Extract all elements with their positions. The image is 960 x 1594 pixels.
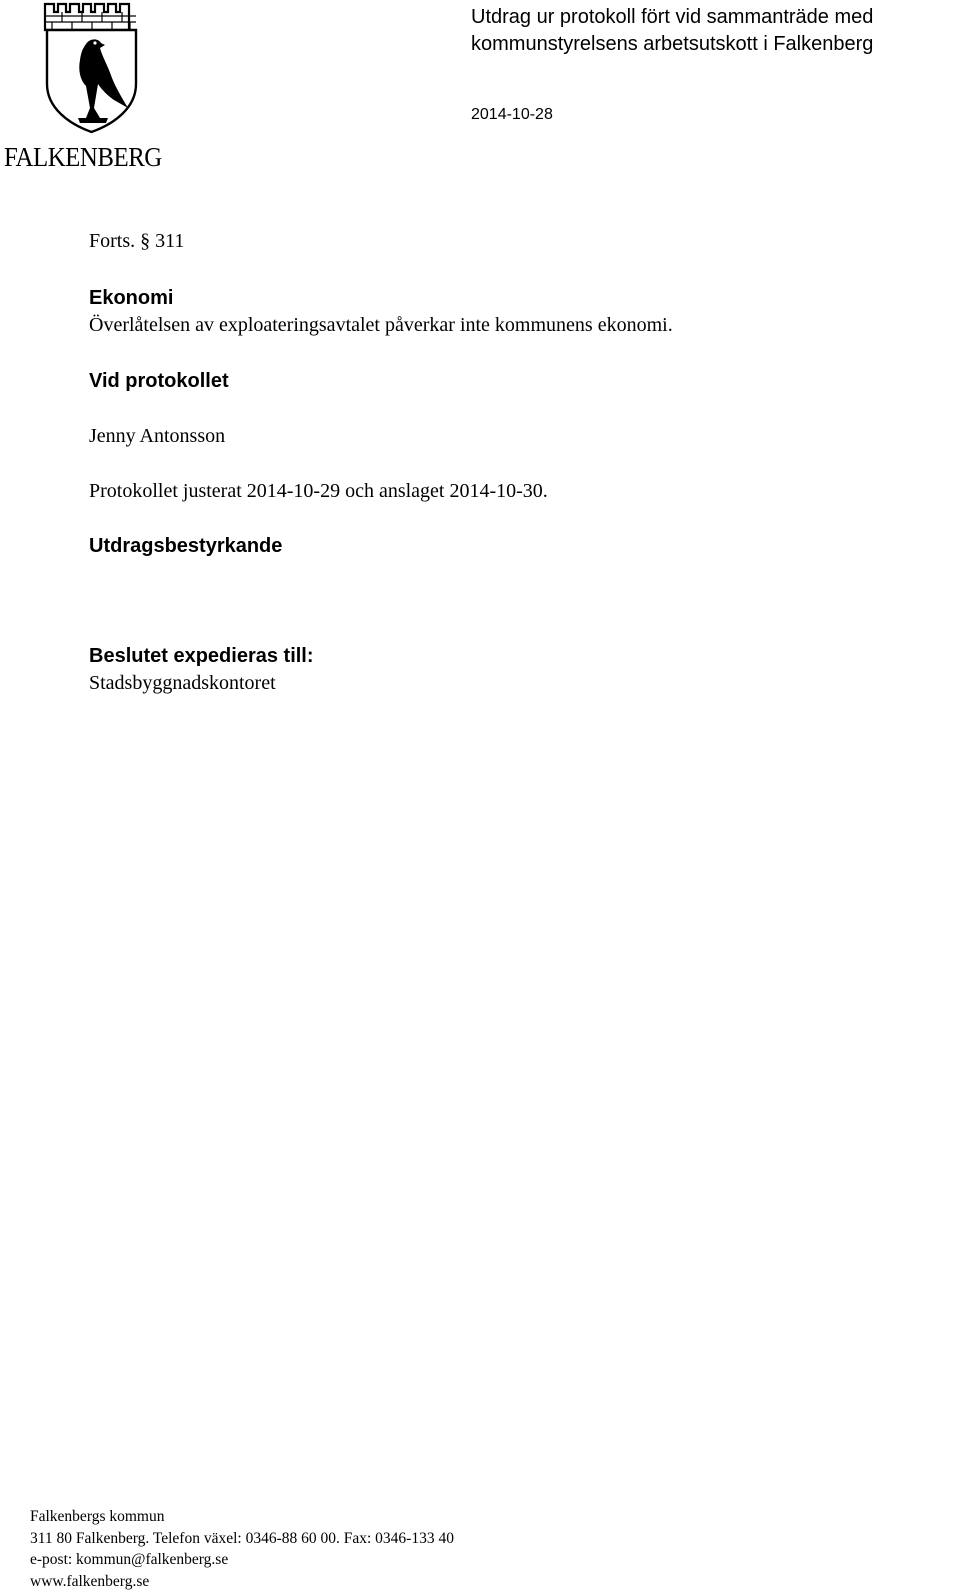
document-title-line-1: Utdrag ur protokoll fört vid sammanträde med [471,6,874,28]
logo-wordmark: FALKENBERG [4,142,162,172]
dispatch-recipient: Stadsbyggnadskontoret [89,672,276,694]
footer-website: www.falkenberg.se [30,1572,150,1590]
continuation-paragraph-ref: Forts. § 311 [89,230,185,252]
dispatch-heading: Beslutet expedieras till: [89,645,314,667]
municipal-logo [4,0,180,180]
certification-heading: Utdragsbestyrkande [89,535,283,557]
footer [30,1506,454,1592]
footer-org-name: Falkenbergs kommun [30,1508,165,1525]
meeting-date: 2014-10-28 [471,106,553,123]
economy-text: Överlåtelsen av exploateringsavtalet påverkar inte kommunens ekonomi. [89,314,673,336]
footer-email: e-post: kommun@falkenberg.se [30,1551,229,1568]
minutes-heading: Vid protokollet [89,370,229,392]
coat-of-arms-icon [42,0,142,136]
secretary-name: Jenny Antonsson [89,425,226,447]
adjusted-text: Protokollet justerat 2014-10-29 och anslaget 2014-10-30. [89,480,548,502]
footer-address: 311 80 Falkenberg. Telefon växel: 0346-88 60 00. Fax: 0346-133 40 [30,1529,454,1547]
document-title-line-2: kommunstyrelsens arbetsutskott i Falkenberg [471,33,874,55]
economy-heading: Ekonomi [89,287,174,309]
document-title [471,4,873,58]
